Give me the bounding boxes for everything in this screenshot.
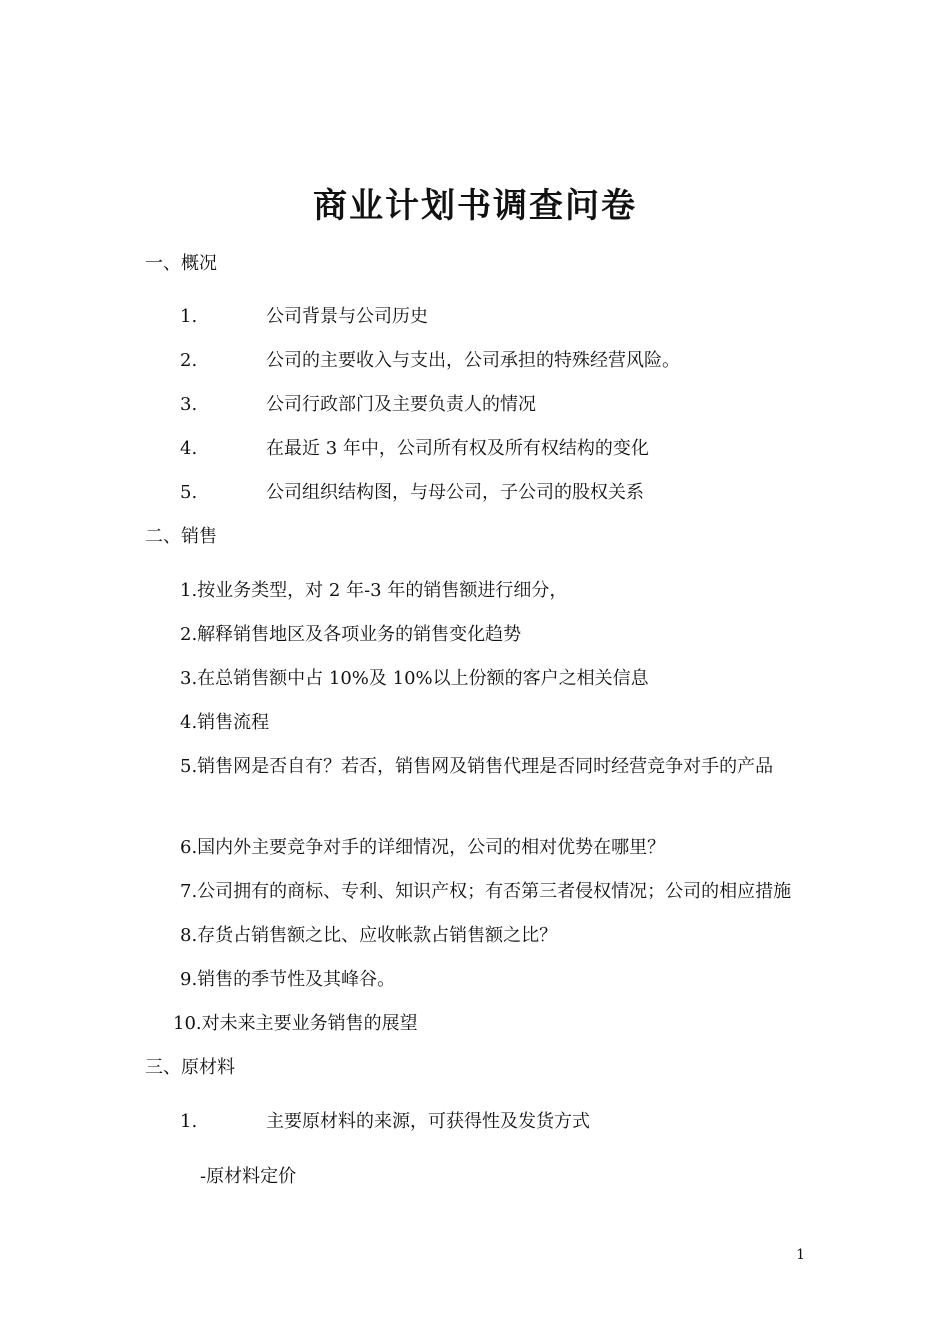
sales-item: 7.公司拥有的商标、专利、知识产权；有否第三者侵权情况；公司的相应措施 [180,881,792,902]
page-number: 1 [796,1247,805,1263]
sales-item: 3.在总销售额中占 10%及 10%以上份额的客户之相关信息 [180,668,649,689]
sales-item: 6.国内外主要竞争对手的详细情况，公司的相对优势在哪里？ [180,837,666,858]
sales-item: 2.解释销售地区及各项业务的销售变化趋势 [180,624,522,645]
raw-materials-item-text: 主要原材料的来源，可获得性及发货方式 [266,1111,590,1132]
sales-item: 10.对未来主要业务销售的展望 [173,1013,418,1034]
sales-item: 9.销售的季节性及其峰谷。 [180,969,396,990]
overview-item-text: 公司组织结构图，与母公司，子公司的股权关系 [266,482,644,503]
overview-item-number: 1. [180,306,198,327]
sales-item: 1.按业务类型，对 2 年-3 年的销售额进行细分， [180,580,568,601]
sales-item: 5.销售网是否自有？若否，销售网及销售代理是否同时经营竞争对手的产品 [180,756,774,777]
section-heading-sales: 二、销售 [145,526,217,547]
section-heading-overview: 一、概况 [145,253,217,274]
overview-item-number: 2. [180,350,198,371]
sales-item: 8.存货占销售额之比、应收帐款占销售额之比？ [180,925,558,946]
raw-materials-item-number: 1. [180,1111,198,1132]
raw-materials-subitem: -原材料定价 [200,1166,297,1187]
overview-item-number: 4. [180,438,198,459]
overview-item-number: 5. [180,482,198,503]
overview-item-text: 公司行政部门及主要负责人的情况 [266,394,536,415]
overview-item-number: 3. [180,394,198,415]
overview-item-text: 在最近 3 年中，公司所有权及所有权结构的变化 [266,438,649,459]
section-heading-raw-materials: 三、原材料 [145,1057,235,1078]
overview-item-text: 公司背景与公司历史 [266,306,428,327]
overview-item-text: 公司的主要收入与支出，公司承担的特殊经营风险。 [266,350,680,371]
sales-item: 4.销售流程 [180,712,270,733]
document-title: 商业计划书调查问卷 [313,186,637,226]
